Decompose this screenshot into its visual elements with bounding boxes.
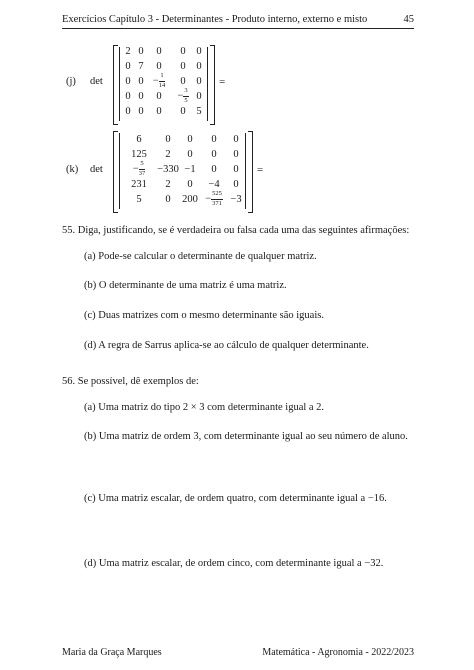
question-56-item-d: (d) Uma matriz escalar, de ordem cinco, com determinante igual a −32. bbox=[84, 558, 384, 569]
matrix-k-cell-r2c1: 125 bbox=[131, 149, 147, 160]
matrix-j-fraction-sign: − bbox=[152, 75, 159, 87]
matrix-j-cell-r4c1: 0 bbox=[125, 91, 131, 102]
matrix-j-cell-r3c5: 0 bbox=[196, 76, 202, 87]
question-55-item-a: (a) Pode-se calcular o determinante de qualquer matriz. bbox=[84, 251, 317, 262]
question-56-intro: 56. Se possível, dê exemplos de: bbox=[62, 376, 199, 387]
matrix-k-cell-r5c3: 200 bbox=[182, 194, 198, 205]
matrix-k-cell-r2c4: 0 bbox=[211, 149, 217, 160]
question-55-item-b: (b) O determinante de uma matriz é uma matriz. bbox=[84, 280, 287, 291]
matrix-k-cell-r4c3: 0 bbox=[187, 179, 193, 190]
matrix-k-cell-r5c1: 5 bbox=[136, 194, 142, 205]
fraction-numerator: 1 bbox=[159, 73, 164, 82]
matrix-k-cell-r1c4: 0 bbox=[211, 134, 217, 145]
matrix-k-cell-r3c4: 0 bbox=[211, 164, 217, 175]
item-label-j: (j) bbox=[66, 76, 76, 87]
matrix-j-cell-r2c5: 0 bbox=[196, 61, 202, 72]
fraction-numerator: 525 bbox=[211, 191, 223, 200]
matrix-j-cell-r2c4: 0 bbox=[180, 61, 186, 72]
matrix-k-cell-r5c5: −3 bbox=[230, 194, 242, 205]
page-number: 45 bbox=[403, 14, 414, 25]
matrix-k-cell-r1c2: 0 bbox=[165, 134, 171, 145]
matrix-j-cell-r5c5: 5 bbox=[196, 106, 202, 117]
matrix-j-cell-r1c1: 2 bbox=[125, 46, 131, 57]
question-55-item-d: (d) A regra de Sarrus aplica-se ao cálculo de qualquer determinante. bbox=[84, 340, 369, 351]
matrix-j-cell-r1c5: 0 bbox=[196, 46, 202, 57]
matrix-j-cell-r5c1: 0 bbox=[125, 106, 131, 117]
fraction-denominator: 371 bbox=[212, 199, 222, 207]
fraction-denominator: 5 bbox=[184, 96, 188, 104]
footer-author: Maria da Graça Marques bbox=[62, 647, 162, 658]
matrix-k-cell-r4c2: 2 bbox=[165, 179, 171, 190]
matrix-j-cell-r1c3: 0 bbox=[156, 46, 162, 57]
equals-sign-k: = bbox=[257, 164, 264, 176]
matrix-j-cell-r5c2: 0 bbox=[138, 106, 144, 117]
matrix-k-cell-r1c3: 0 bbox=[187, 134, 193, 145]
matrix-j-cell-r1c2: 0 bbox=[138, 46, 144, 57]
question-56-item-a: (a) Uma matriz do tipo 2 × 3 com determinante igual a 2. bbox=[84, 402, 325, 413]
matrix-j-cell-r4c3: 0 bbox=[156, 91, 162, 102]
det-label-k: det bbox=[90, 164, 103, 175]
matrix-j-cell-r4c5: 0 bbox=[196, 91, 202, 102]
matrix-k-cell-r5c2: 0 bbox=[165, 194, 171, 205]
matrix-k-fraction-sign: − bbox=[132, 163, 139, 175]
matrix-k-cell-r1c1: 6 bbox=[136, 134, 142, 145]
question-56-item-b: (b) Uma matriz de ordem 3, com determinante igual ao seu número de aluno. bbox=[84, 431, 408, 442]
matrix-j-cell-r3c2: 0 bbox=[138, 76, 144, 87]
header-rule bbox=[62, 28, 414, 29]
fraction-denominator: 14 bbox=[158, 81, 166, 89]
question-56-item-c: (c) Uma matriz escalar, de ordem quatro, com determinante igual a −16. bbox=[84, 493, 387, 504]
matrix-j-cell-r2c3: 0 bbox=[156, 61, 162, 72]
matrix-k-fraction-sign: − bbox=[205, 193, 212, 205]
det-label-j: det bbox=[90, 76, 103, 87]
matrix-k-cell-r2c2: 2 bbox=[165, 149, 171, 160]
item-label-k: (k) bbox=[66, 164, 79, 175]
fraction-denominator: 37 bbox=[138, 169, 146, 177]
matrix-j-cell-r2c1: 0 bbox=[125, 61, 131, 72]
footer-course: Matemática - Agronomia - 2022/2023 bbox=[262, 647, 414, 658]
matrix-j-cell-r5c4: 0 bbox=[180, 106, 186, 117]
matrix-k-cell-r4c4: −4 bbox=[208, 179, 220, 190]
matrix-k-cell-r4c1: 231 bbox=[131, 179, 147, 190]
matrix-k-cell-r3c2: −330 bbox=[157, 164, 179, 175]
page-header bbox=[62, 14, 414, 25]
fraction-numerator: 3 bbox=[183, 88, 188, 97]
fraction-numerator: 5 bbox=[139, 161, 144, 170]
matrix-k-cell-r1c5: 0 bbox=[233, 134, 239, 145]
matrix-k-cell-r3c5: 0 bbox=[233, 164, 239, 175]
matrix-j-fraction-sign: − bbox=[177, 90, 184, 102]
matrix-j-cell-r3c4: 0 bbox=[180, 76, 186, 87]
matrix-k-left-bracket bbox=[113, 131, 118, 213]
matrix-j-cell-r3c1: 0 bbox=[125, 76, 131, 87]
question-55-intro: 55. Diga, justificando, se é verdadeira ou falsa cada uma das seguintes afirmações: bbox=[62, 225, 410, 236]
matrix-k-cell-r2c3: 0 bbox=[187, 149, 193, 160]
question-55-item-c: (c) Duas matrizes com o mesmo determinante são iguais. bbox=[84, 310, 324, 321]
matrix-k-fraction bbox=[139, 161, 146, 177]
matrix-k-cell-r4c5: 0 bbox=[233, 179, 239, 190]
header-title: Exercícios Capítulo 3 - Determinantes - Produto interno, externo e misto bbox=[62, 14, 368, 25]
matrix-j-cell-r4c2: 0 bbox=[138, 91, 144, 102]
page-footer bbox=[62, 647, 414, 658]
matrix-j-cell-r5c3: 0 bbox=[156, 106, 162, 117]
matrix-j-cell-r1c4: 0 bbox=[180, 46, 186, 57]
matrix-k-cell-r2c5: 0 bbox=[233, 149, 239, 160]
matrix-k-cell-r3c3: −1 bbox=[184, 164, 196, 175]
matrix-j-cell-r2c2: 7 bbox=[138, 61, 144, 72]
equals-sign-j: = bbox=[219, 76, 226, 88]
